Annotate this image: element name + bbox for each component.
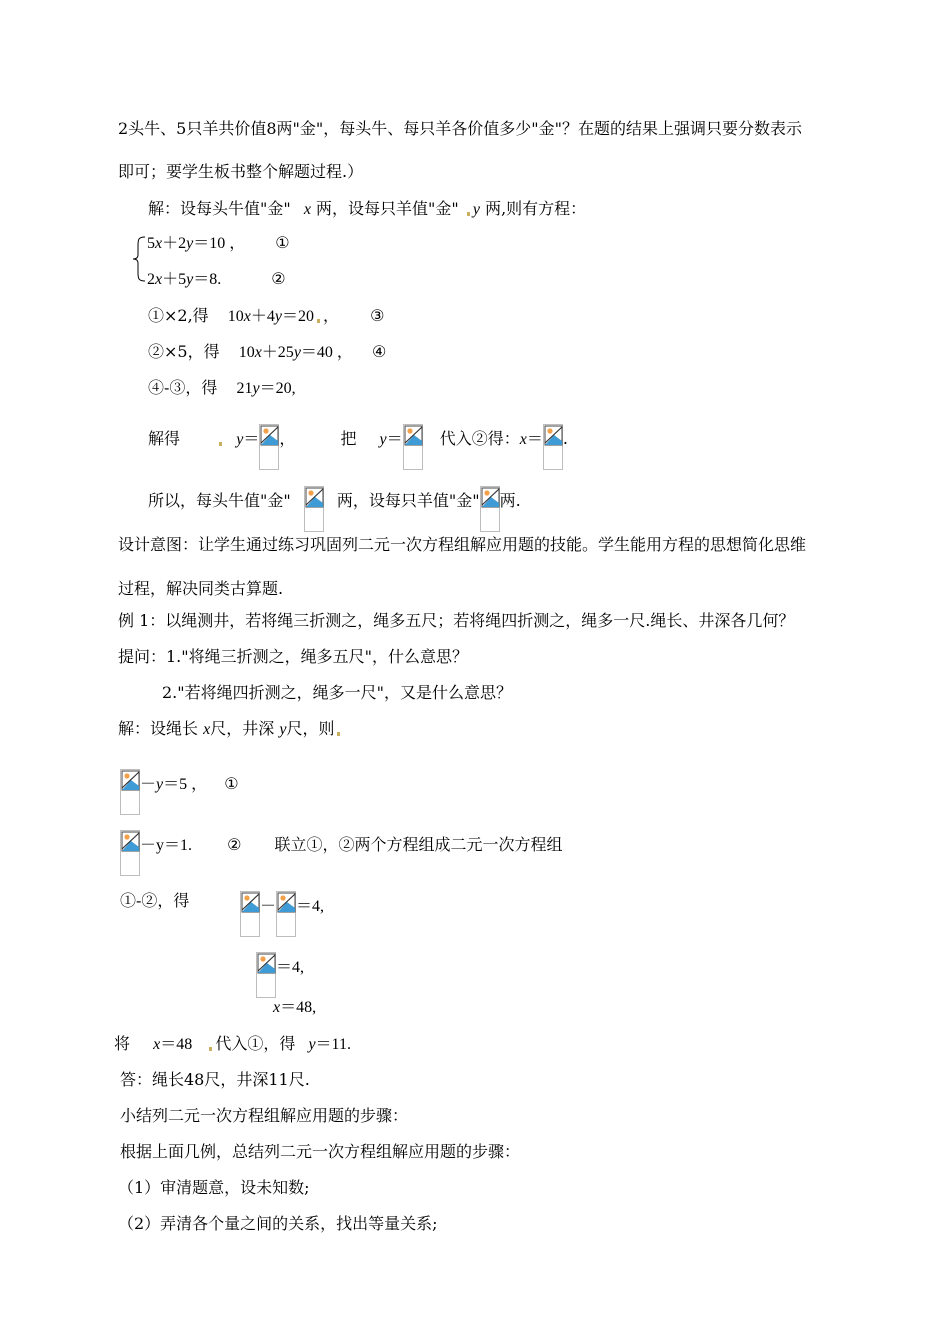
- formula-1: －y＝5 ， ①: [120, 769, 239, 815]
- text-line: 答：绳长48尺，井深11尺.: [120, 1070, 310, 1089]
- text-line: 2."若将绳四折测之，绳多一尺"，又是什么意思？: [162, 683, 512, 702]
- equation-1: 5x＋2y＝10 ， ①: [147, 235, 290, 252]
- step-3: ④-③，得 21y＝20,: [148, 378, 296, 397]
- fraction-image: [256, 952, 276, 998]
- text-line: 小结列二元一次方程组解应用题的步骤：: [120, 1106, 409, 1125]
- step-5: 所以，每头牛值"金" 两，设每只羊值"金" 两.: [148, 486, 521, 532]
- text-line: 即可；要学生板书整个解题过程.）: [118, 162, 364, 181]
- step-4: 解得 y＝ ， 把 y＝ 代入②得：x＝ .: [148, 424, 568, 470]
- fraction-image: [543, 424, 563, 470]
- fraction-image: [276, 891, 296, 937]
- text-line: （1）审清题意，设未知数;: [118, 1178, 310, 1197]
- fraction-image: [120, 769, 140, 815]
- text-line: ①-②，得: [120, 891, 190, 910]
- formula-2: －y＝1. ② 联立①，②两个方程组成二元一次方程组: [120, 830, 563, 876]
- text-line: 解：设绳长 x尺，井深 y尺，则: [118, 719, 343, 740]
- step-1: ①×2,得 10x＋4y＝20 ， ③: [148, 306, 385, 325]
- equation-2: 2x＋5y＝8. ②: [147, 271, 286, 288]
- equation-brace: [132, 236, 146, 282]
- text-line: 2头牛、5只羊共价值8两"金"，每头牛、每只羊各价值多少"金"？在题的结果上强调只要分数表示: [118, 119, 802, 138]
- var-x: x: [303, 201, 311, 218]
- text-line: 根据上面几例，总结列二元一次方程组解应用题的步骤：: [120, 1142, 521, 1161]
- text-line: 过程，解决同类古算题.: [118, 579, 284, 598]
- fraction-image: [259, 424, 279, 470]
- fraction-image: [403, 424, 423, 470]
- var-y: y: [472, 201, 480, 218]
- text-line: 例 1：以绳测井，若将绳三折测之，绳多五尺；若将绳四折测之，绳多一尺.绳长、井深各几何？: [118, 611, 795, 630]
- fraction-image: [120, 830, 140, 876]
- formula-4: ＝4,: [256, 952, 304, 998]
- substitute-line: 将 x＝48 代入①，得 y＝11.: [114, 1034, 351, 1053]
- text-line: 设计意图：让学生通过练习巩固列二元一次方程组解应用题的技能。学生能用方程的思想简化思维: [118, 535, 807, 554]
- anchor-mark: [467, 212, 470, 216]
- formula-3: － ＝4,: [240, 891, 324, 937]
- text-line: 提问：1."将绳三折测之，绳多五尺"，什么意思？: [118, 647, 468, 666]
- text-line: （2）弄清各个量之间的关系，找出等量关系;: [118, 1214, 438, 1233]
- step-2: ②×5，得 10x＋25y＝40 ， ④: [148, 342, 387, 361]
- text-line: 解：设每头牛值"金" x 两，设每只羊值"金" y 两,则有方程：: [148, 199, 587, 218]
- fraction-image: [480, 486, 500, 532]
- fraction-image: [240, 891, 260, 937]
- fraction-image: [304, 486, 324, 532]
- formula-5: x＝48,: [273, 999, 317, 1016]
